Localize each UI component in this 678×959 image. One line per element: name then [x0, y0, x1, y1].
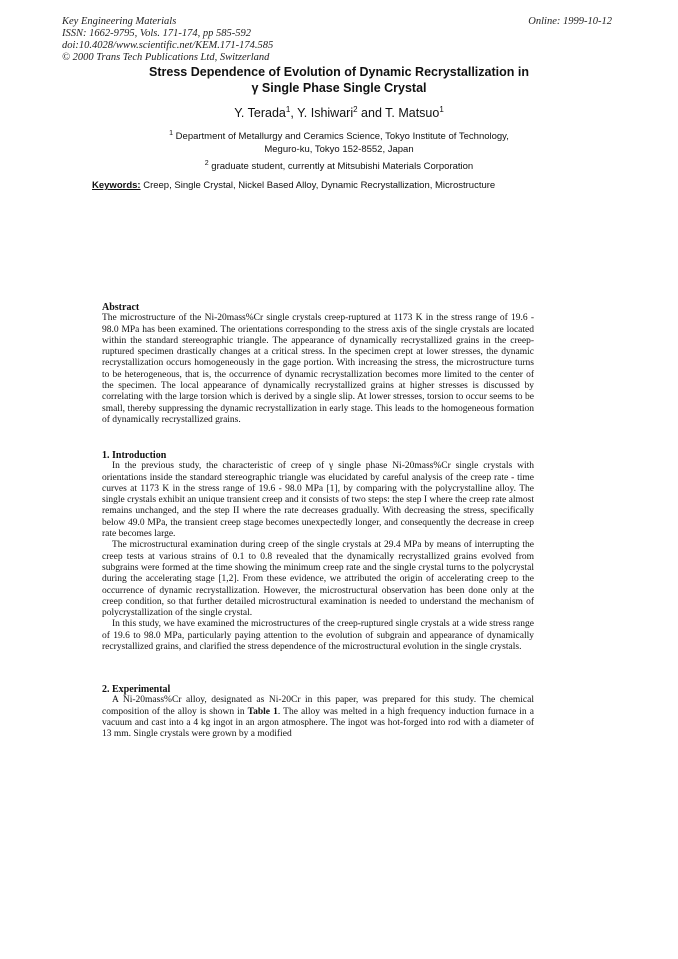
- copyright-line: © 2000 Trans Tech Publications Ltd, Switzerland: [62, 52, 270, 63]
- keywords: [92, 180, 495, 191]
- affiliation-2: [60, 157, 618, 173]
- experimental-heading: 2. Experimental: [102, 684, 171, 695]
- paragraph-text: A Ni-20mass%Cr alloy, designated as Ni-20Cr in this paper, was prepared for this study. The chemical composition of the alloy is shown in: [102, 695, 534, 717]
- paragraph: The microstructural examination during creep of the single crystals at 29.4 MPa by means of interrupting the creep tests at various strains of 0.1 to 0.8 revealed that the dynamically recrystallized grains evolved from subgrains were formed at the time showing the minimum creep rate and the single crystal turns to the polycrystal during the accelerating stage [1,2]. From these evidence, we attributed the origin of accelerating creep to the occurrence of dynamic recrystallization. However, the microstructural observation has been done only at the creep condition, so that further detailed microstructural examination is needed to understand the mechanism of polycrystallization of the single crystal.: [102, 540, 534, 619]
- keywords-label: Keywords:: [92, 180, 141, 191]
- author-list: [60, 105, 618, 120]
- abstract-section: [102, 302, 534, 426]
- author-affil-sup: 2: [353, 105, 358, 114]
- affil-sup: 2: [204, 160, 209, 167]
- author-matsuo: T. Matsuo: [385, 106, 440, 121]
- paragraph: [102, 695, 534, 740]
- issn-line: ISSN: 1662-9795, Vols. 171-174, pp 585-592: [62, 28, 251, 39]
- author-affil-sup: 1: [439, 105, 444, 114]
- abstract-heading: Abstract: [102, 302, 140, 313]
- paragraph: In this study, we have examined the microstructures of the creep-ruptured single crystals at a wide stress range of 19.6 to 98.0 MPa, particularly paying attention to the evolution of subgrain and appearance of dynamically recrystallized grains, and clarified the stress dependence of the microstructural evolution in the single crystals.: [102, 619, 534, 653]
- introduction-section: [102, 450, 534, 653]
- online-date: Online: 1999-10-12: [528, 16, 612, 27]
- paper-title-line-2: γ Single Phase Single Crystal: [251, 81, 427, 95]
- experimental-section: [102, 684, 534, 740]
- keywords-text: Creep, Single Crystal, Nickel Based Alloy, Dynamic Recrystallization, Microstructure: [140, 180, 496, 191]
- journal-meta: [62, 16, 273, 64]
- affil-line: Department of Metallurgy and Ceramics Science, Tokyo Institute of Technology,: [173, 131, 509, 143]
- author-separator: and: [357, 106, 386, 121]
- paper-title-line-1: Stress Dependence of Evolution of Dynamic Recrystallization in: [149, 65, 529, 79]
- affil-sup: 1: [169, 130, 174, 137]
- affil-line: graduate student, currently at Mitsubishi Materials Corporation: [208, 161, 474, 173]
- author-terada: Y. Terada: [234, 106, 286, 121]
- author-separator: ,: [290, 106, 298, 121]
- table-reference: Table 1: [247, 706, 278, 717]
- affil-line: Meguro-ku, Tokyo 152-8552, Japan: [264, 144, 414, 156]
- paragraph-text: . The alloy was melted in a high frequency induction furnace in a vacuum and cast into a 4 kg ingot in an argon atmosphere. The ingot was hot-forged into rod with a diameter of 13 mm. Single crystals were grown by a modified: [102, 706, 534, 740]
- author-ishiwari: Y. Ishiwari: [297, 106, 354, 121]
- affiliation-1: [60, 127, 618, 156]
- doi-line: doi:10.4028/www.scientific.net/KEM.171-174.585: [62, 40, 274, 51]
- paragraph: In the previous study, the characteristic of creep of γ single phase Ni-20mass%Cr single crystals with orientations inside the standard stereographic triangle was elucidated by careful analysis of the creep rate - time curves at 1173 K in the stress range of 19.6 - 98.0 MPa [1], by comparing with the polycrystalline alloy. The single crystals exhibit an unique transient creep and it consists of two steps: the step I where the creep rate almost remains unchanged, and the step II where the rate decreases gradually. With decreasing the stress, specifically below 49.0 MPa, the transient creep stage becomes unexpectedly longer, and consequently the decrease in creep rate becomes large.: [102, 461, 534, 540]
- abstract-text: The microstructure of the Ni-20mass%Cr single crystals creep-ruptured at 1173 K in the stress range of 19.6 - 98.0 MPa has been examined. The orientations corresponding to the stress axis of the single crystals are located within the standard stereographic triangle. The appearance of dynamically recrystallized grains in the creep-ruptured specimen drastically changes at a critical stress. In the specimen crept at lower stresses, the dynamic recrystallization occurs homogeneously in the gage portion. With increasing the stress, the microstructure turns to be heterogeneous, that is, the occurrence of dynamic recrystallization becomes more limited to the center of the specimen. The local appearance of dynamically recrystallized grains at higher stresses is discussed by correlating with the large torsion which is derived by a single slip. At lower stresses, torsion to occur seems to be small, thereby suppressing the dynamic recrystallization in early stage. This leads to the homogeneous formation of dynamically recrystallized grains.: [102, 313, 534, 425]
- author-affil-sup: 1: [285, 105, 291, 114]
- introduction-heading: 1. Introduction: [102, 450, 167, 461]
- journal-name: Key Engineering Materials: [62, 16, 177, 27]
